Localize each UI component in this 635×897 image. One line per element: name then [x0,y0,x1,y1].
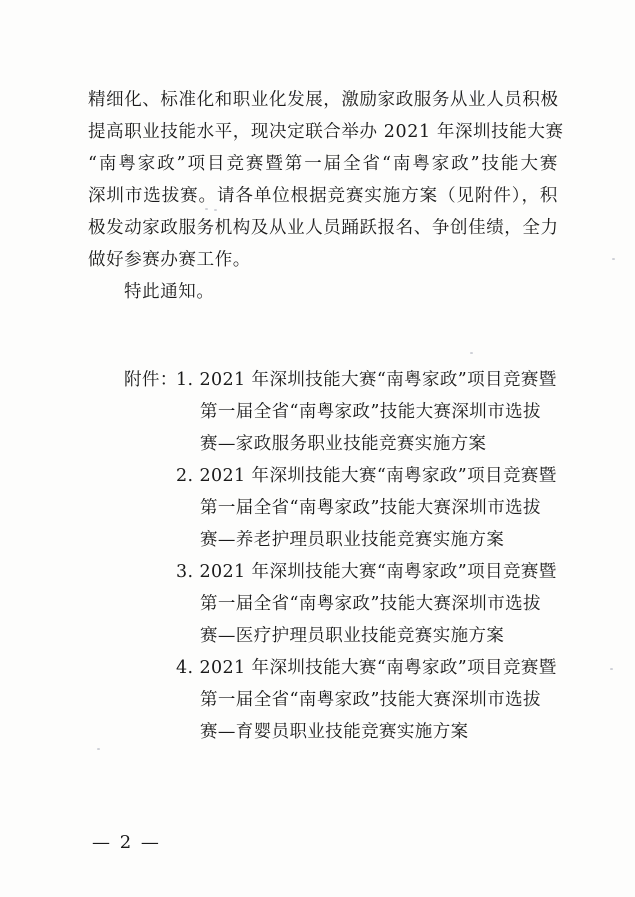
scan-speck [612,258,615,260]
body-line-4: 深圳市选拔赛。请各单位根据竞赛实施方案（见附件），积 [88,186,558,206]
body-line-5: 极发动家政服务机构及从业人员踊跃报名、争创佳绩，全力 [88,218,559,238]
body-line-1: 精细化、标准化和职业化发展，激励家政服务从业人员积极 [88,90,559,110]
attachment-4-line-1: 4. 2021 年深圳技能大赛“南粤家政”项目竞赛暨 [176,658,557,678]
attachment-1-line-3: 赛—家政服务职业技能竞赛实施方案 [200,434,487,454]
attachment-3-line-2: 第一届全省“南粤家政”技能大赛深圳市选拔 [200,594,541,614]
attachment-label: 附件： [124,370,178,390]
attachments-list [124,364,557,748]
scan-speck [97,748,100,750]
attachment-1-line-1: 1. 2021 年深圳技能大赛“南粤家政”项目竞赛暨 [176,370,557,390]
closing-text: 特此通知。 [124,282,215,302]
notice-body [88,84,564,308]
scan-speck [205,208,208,210]
attachment-3-line-1: 3. 2021 年深圳技能大赛“南粤家政”项目竞赛暨 [176,562,557,582]
page-number: — 2 — [92,832,161,853]
attachment-1-line-2: 第一届全省“南粤家政”技能大赛深圳市选拔 [200,402,541,422]
attachment-2-line-1: 2. 2021 年深圳技能大赛“南粤家政”项目竞赛暨 [176,466,557,486]
attachment-4-line-3: 赛—育婴员职业技能竞赛实施方案 [200,722,469,742]
scan-speck [610,668,613,670]
scan-speck [470,352,473,354]
attachment-2-line-3: 赛—养老护理员职业技能竞赛实施方案 [200,530,505,550]
attachment-3-line-3: 赛—医疗护理员职业技能竞赛实施方案 [200,626,505,646]
scan-speck [214,209,217,211]
body-line-6: 做好参赛办赛工作。 [88,250,251,270]
attachment-4-line-2: 第一届全省“南粤家政”技能大赛深圳市选拔 [200,690,541,710]
body-line-2: 提高职业技能水平，现决定联合举办 2021 年深圳技能大赛 [88,122,564,142]
attachment-item-1 [124,364,557,396]
body-line-3: “南粤家政”项目竞赛暨第一届全省“南粤家政”技能大赛 [88,154,558,174]
attachment-2-line-2: 第一届全省“南粤家政”技能大赛深圳市选拔 [200,498,541,518]
